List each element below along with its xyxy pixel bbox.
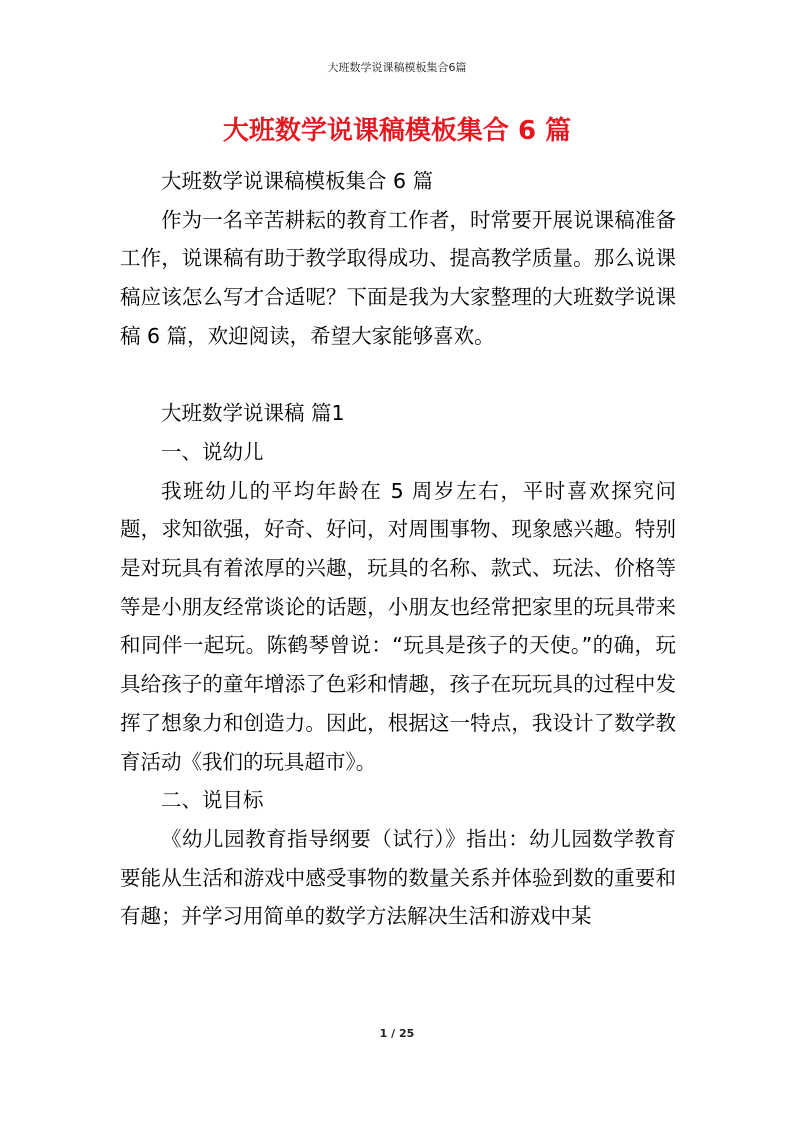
subtitle-paragraph: 大班数学说课稿模板集合 6 篇 (161, 169, 434, 193)
section-heading: 大班数学说课稿 篇1 (161, 401, 345, 426)
intro-paragraph: 作为一名辛苦耕耘的教育工作者，时常要开展说课稿准备工作，说课稿有助于教学取得成功、提高教学质量。那么说课稿应该怎么写才合适呢？下面是我为大家整理的大班数学说课稿 6 篇，欢迎阅读，希望大家能够喜欢。 (120, 207, 676, 348)
subsection-heading: 一、说幼儿 (161, 439, 264, 464)
subsection-heading: 二、说目标 (161, 788, 264, 813)
paragraph-spacer (120, 356, 676, 395)
body-paragraph: 《幼儿园教育指导纲要（试行）》指出：幼儿园数学教育要能从生活和游戏中感受事物的数量关系并体验到数的重要和有趣；并学习用简单的数学方法解决生活和游戏中某 (120, 826, 676, 929)
page-number: 1 / 25 (379, 1027, 415, 1040)
document-body (120, 162, 676, 936)
body-paragraph: 我班幼儿的平均年龄在 5 周岁左右，平时喜欢探究问题，求知欲强，好奇、好问，对周围事物、现象感兴趣。特别是对玩具有着浓厚的兴趣，玩具的名称、款式、玩法、价格等等是小朋友经常谈论的话题，小朋友也经常把家里的玩具带来和同伴一起玩。陈鹤琴曾说：“玩具是孩子的天使。”的确，玩具给孩子的童年增添了色彩和情趣，孩子在玩玩具的过程中发挥了想象力和创造力。因此，根据这一特点，我设计了数学教育活动《我们的玩具超市》。 (120, 478, 676, 774)
document-title: 大班数学说课稿模板集合 6 篇 (222, 116, 572, 146)
running-header: 大班数学说课稿模板集合6篇 (327, 61, 467, 74)
